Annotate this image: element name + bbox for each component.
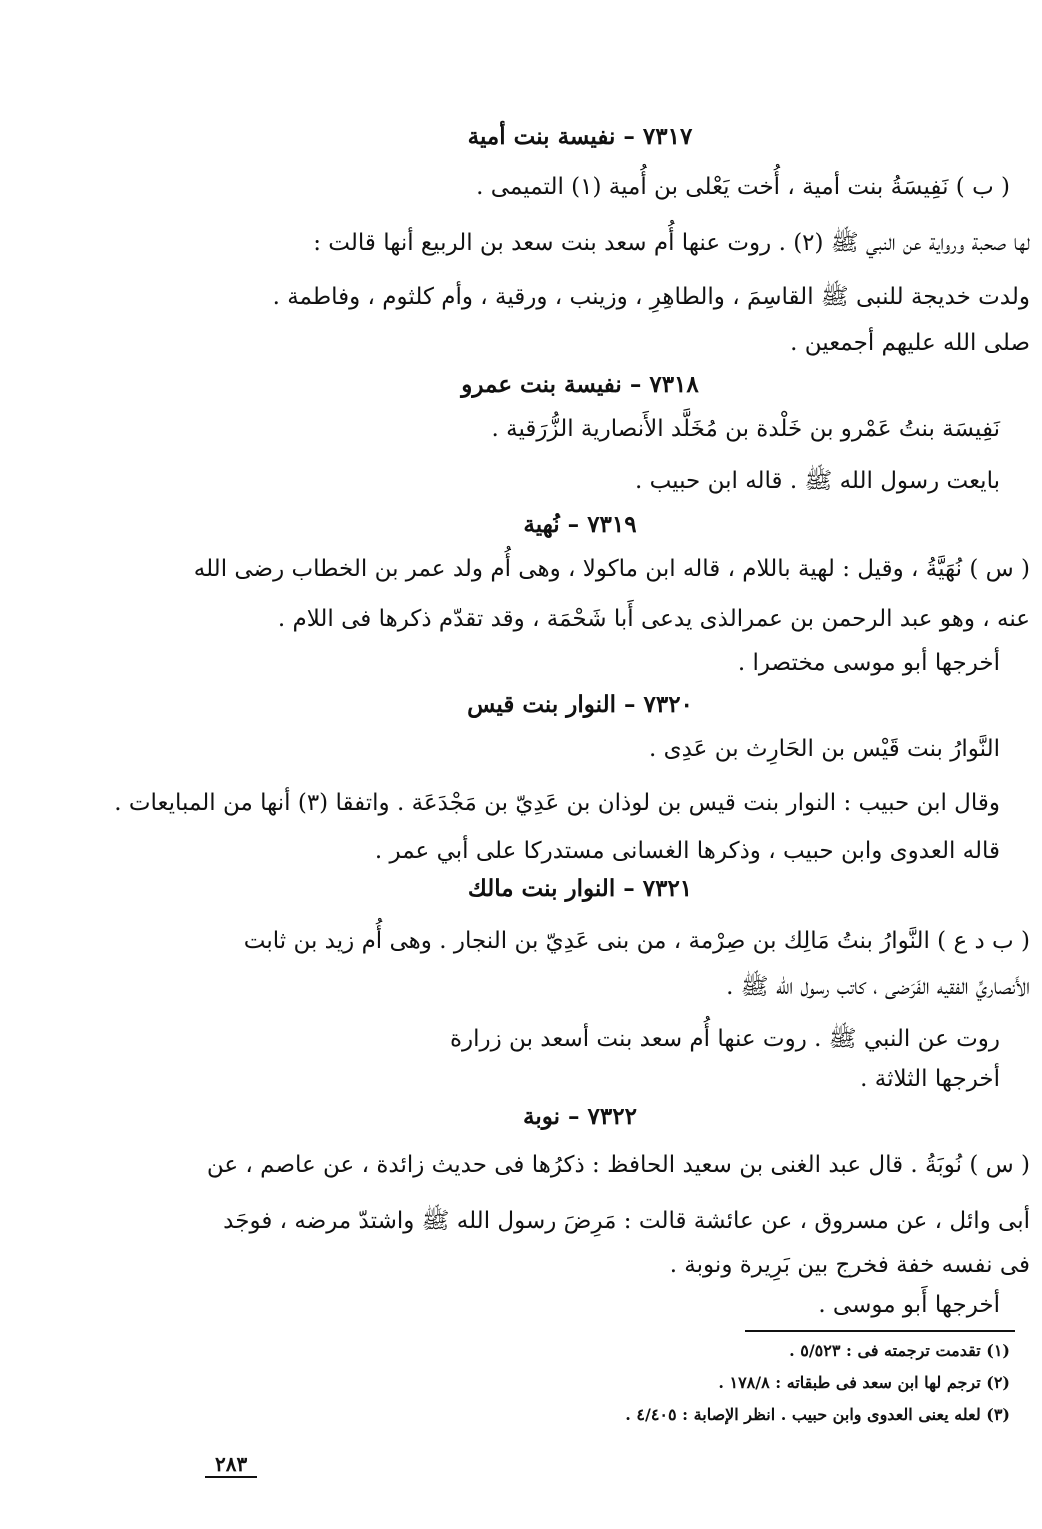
entry-text-line: عنه ، وهو عبد الرحمن بن عمرالذى يدعى أَبا شَحْمَة ، وقد تقدّم ذكرها فى اللام . [277, 606, 1030, 632]
entry-text-line: أخرجها أبو موسى مختصرا . [737, 650, 1000, 676]
entry-text-line: قاله العدوى وابن حبيب ، وذكرها الغسانى مستدركا على أبي عمر . [374, 838, 1000, 864]
entry-text-line: بايعت رسول الله ﷺ . قاله ابن حبيب . [634, 468, 1000, 494]
entry-heading: ٧٣٢١ – النوار بنت مالك [467, 875, 693, 902]
footnote: (٣) لعله يعنى العدوى وابن حبيب . انظر الإصابة : ٤/٤٠٥ . [625, 1405, 1010, 1424]
entry-text-line: النَّوارُ بنت قَيْس بن الحَارِث بن عَدِى . [648, 736, 1000, 762]
entry-text-line: وقال ابن حبيب : النوار بنت قيس بن لوذان بن عَدِيّ بن مَجْدَعَة . واتفقا (٣) أنها من المبايعات . [114, 790, 1000, 816]
footnote: (١) تقدمت ترجمته فى : ٥/٥٢٣ . [789, 1341, 1010, 1360]
footnote-separator [745, 1330, 1015, 1332]
entry-text-line: روت عن النبي ﷺ . روت عنها أُم سعد بنت أسعد بن زرارة [449, 1026, 1000, 1052]
entry-text-line: أخرجها أَبو موسى . [818, 1292, 1000, 1318]
entry-text-line: أبى وائل ، عن مسروق ، عن عائشة قالت : مَرِضَ رسول الله ﷺ واشتدّ مرضه ، فوجَد [223, 1208, 1030, 1234]
entry-text-line: ( س ) نُوبَةُ . قال عبد الغنى بن سعيد الحافظ : ذكرُها فى حديث زائدة ، عن عاصم ، عن [206, 1152, 1030, 1178]
entry-heading: ٧٣١٧ – نفيسة بنت أمية [467, 123, 693, 150]
entry-heading: ٧٣٢٢ – نوبة [523, 1103, 637, 1130]
entry-text-line: نَفِيسَة بنتُ عَمْرو بن خَلْدة بن مُخَلَّد الأَنصارية الزُّرَقية . [491, 416, 1000, 442]
entry-heading: ٧٣١٨ – نفيسة بنت عمرو [461, 371, 699, 398]
entry-heading: ٧٣١٩ – نُهية [523, 511, 637, 538]
entry-text-line: الأَنصاريِّ الفقيه الفَرَضى ، كاتب رسول الله ﷺ . [726, 974, 1030, 1000]
entry-text-line: فى نفسه خفة فخرج بين بَرِيرة ونوبة . [669, 1252, 1030, 1278]
entry-text-line: لها صحبة ورواية عن النبي ﷺ (٢) . روت عنها أُم سعد بنت سعد بن الربيع أنها قالت : [313, 230, 1030, 256]
entry-heading: ٧٣٢٠ – النوار بنت قيس [467, 691, 693, 718]
entry-text-line: ( س ) نُهَيَّةُ ، وقيل : لهية باللام ، قاله ابن ماكولا ، وهى أُم ولد عمر بن الخطاب رضى الله [193, 556, 1030, 582]
entry-text-line: ولدت خديجة للنبى ﷺ القاسِمَ ، والطاهِرِ ، وزينب ، ورقية ، وأم كلثوم ، وفاطمة . [272, 284, 1030, 310]
entry-text-line: ( ب د ع ) النَّوارُ بنتُ مَالِك بن صِرْمة ، من بنى عَدِيّ بن النجار . وهى أُم زيد بن ثابت [243, 928, 1030, 954]
entry-text-line: صلى الله عليهم أجمعين . [790, 330, 1030, 356]
page-number: ٢٨٣ [205, 1452, 257, 1478]
entry-text-line: أخرجها الثلاثة . [860, 1066, 1000, 1092]
footnote: (٢) ترجم لها ابن سعد فى طبقاته : ١٧٨/٨ . [718, 1373, 1010, 1392]
entry-text-line: ( ب ) نَفِيسَةُ بنت أمية ، أُخت يَعْلى بن أُمية (١) التميمى . [476, 174, 1010, 200]
